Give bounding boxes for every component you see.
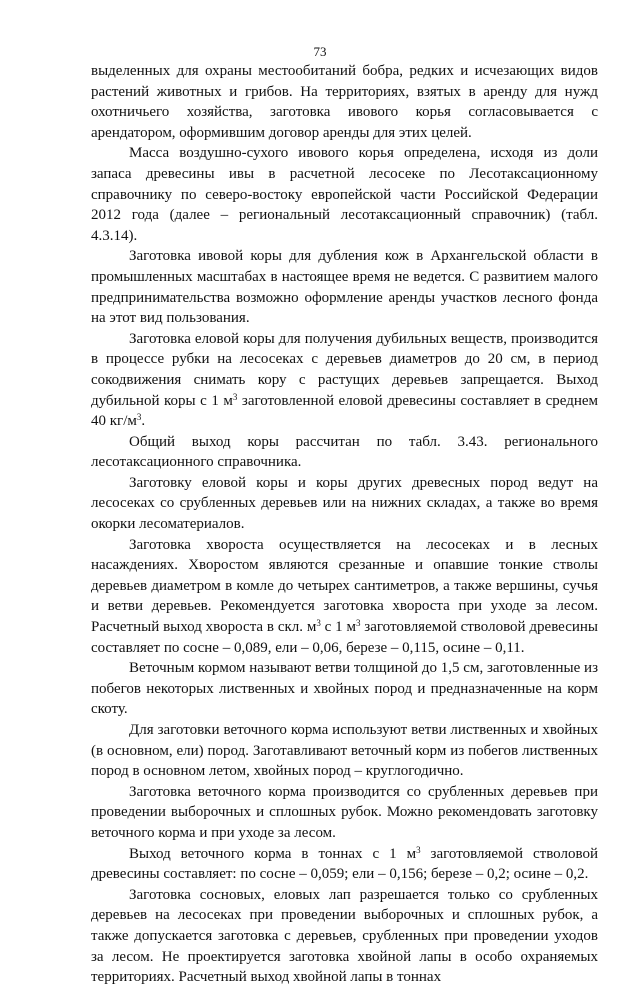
paragraph (91, 143, 598, 246)
text-run: Заготовка еловой коры для получения дубильных веществ, производится в процессе рубки на лесосеках с деревьев диаметров до 20 см, в период сокодвижения снимать кору с растущих деревьев запрещается. Выход дубильной коры с 1 м (91, 330, 598, 409)
superscript: 3 (416, 844, 421, 855)
text-run: заготовленной еловой древесины составляет в среднем 40 кг/м (91, 392, 599, 430)
paragraph (91, 329, 598, 432)
text-run: Выход веточного корма в тоннах с 1 м (129, 845, 417, 862)
superscript: 3 (355, 618, 361, 629)
text-run: с 1 м (320, 619, 356, 636)
text-run: Заготовку еловой коры и коры других древесных пород ведут на лесосеках со срубленных деревьев или на нижних складах, а также во время окорки лесоматериалов. (91, 474, 598, 533)
paragraph (91, 844, 598, 885)
text-run: заготовляемой стволовой древесины составляет: по сосне – 0,059; ели – 0,156; березе – 0,2; осине – 0,2. (91, 845, 598, 883)
paragraph (91, 535, 598, 659)
text-run: Общий выход коры рассчитан по табл. 3.43. регионального лесотаксационного справочника. (91, 433, 598, 471)
paragraph (91, 782, 598, 844)
text-run: заготовляемой стволовой древесины составляет по сосне – 0,089, ели – 0,06, березе – 0,115, осине – 0,11. (91, 619, 599, 656)
text-run: Веточным кормом называют ветви толщиной до 1,5 см, заготовленные из побегов некоторых лиственных и хвойных пород и предназначенные на корм скоту. (91, 660, 598, 718)
text-run: Для заготовки веточного корма используют ветви лиственных и хвойных (в основном, ели) пород. Заготавливают веточный корм из побегов лиственных пород в основном летом, хвойных пород – круглогодично. (91, 722, 598, 780)
text-run: Заготовка хвороста осуществляется на лесосеках и в лесных насаждениях. Хворостом являются срезанные и опавшие тонкие стволы деревьев диаметром в комле до четырех сантиметров, а также вершины, сучья и ветви деревьев. Рекомендуется заготовка хвороста при уходе за лесом. Расчетный выход хвороста в скл. м (91, 536, 598, 636)
document-body (91, 61, 598, 988)
text-run: Заготовка сосновых, еловых лап разрешается только со срубленных деревьев на лесосеках при проведении выборочных и сплошных рубок, а также допускается заготовка с деревьев, срубленных при проведении уходов за лесом. Не проектируется заготовка хвойной лапы в особо охраняемых территориях. Расчетный выход хвойной лапы в тоннах (91, 886, 598, 986)
text-run: Масса воздушно-сухого ивового корья определена, исходя из доли запаса древесины ивы в расчетной лесосеке по Лесотаксационному справочнику по северо-востоку европейской части Российской Федерации 2012 года (далее – региональный лесотаксационный справочник) (табл. 4.3.14). (91, 145, 598, 244)
text-run: Заготовка ивовой коры для дубления кож в Архангельской области в промышленных масштабах в настоящее время не ведется. С развитием малого предпринимательства возможно оформление аренды участков лесного фонда на этот вид пользования. (91, 248, 598, 327)
paragraph (91, 885, 598, 988)
superscript: 3 (316, 618, 321, 629)
paragraph (91, 432, 598, 473)
paragraph (91, 473, 598, 535)
paragraph (91, 720, 598, 782)
text-run: выделенных для охраны местообитаний бобра, редких и исчезающих видов растений животных и грибов. На территориях, взятых в аренду для нужд охотничьего хозяйства, заготовка ивового корья согласовывается с арендатором, оформившим договор аренды для этих целей. (91, 63, 598, 141)
text-run: . (141, 413, 146, 430)
page-number: 73 (313, 44, 327, 59)
superscript: 3 (136, 412, 142, 423)
paragraph (91, 246, 598, 328)
text-run: Заготовка веточного корма производится со срубленных деревьев при проведении выборочных и сплошных рубок. Можно рекомендовать заготовку веточного корма и при уходе за лесом. (91, 783, 598, 841)
superscript: 3 (232, 391, 238, 402)
paragraph (91, 658, 598, 720)
paragraph (91, 61, 598, 143)
